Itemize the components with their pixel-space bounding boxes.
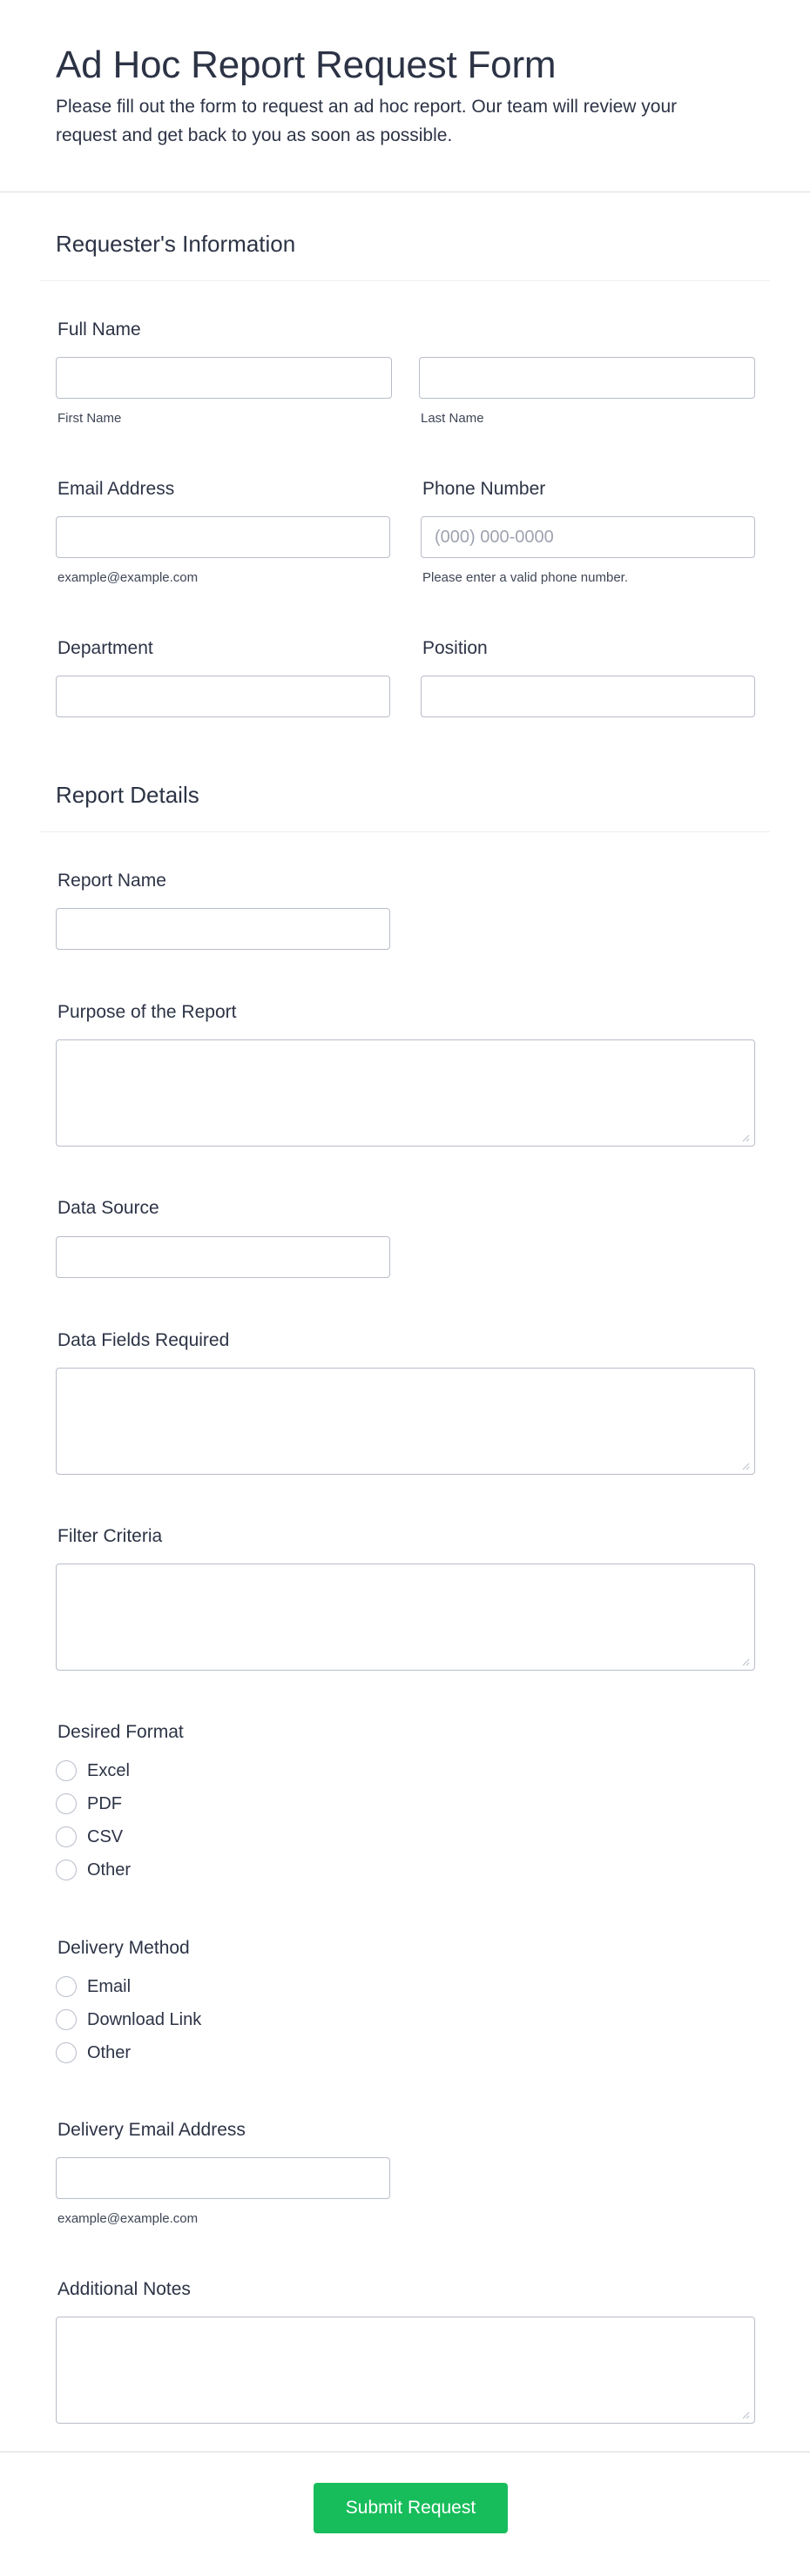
format-option-other[interactable]: Other [56, 1857, 131, 1883]
resize-grip-icon[interactable] [741, 1462, 750, 1470]
email-sublabel: example@example.com [57, 570, 199, 585]
phone-sublabel: Please enter a valid phone number. [422, 570, 628, 585]
delivery-option-download-link[interactable]: Download Link [56, 2007, 201, 2033]
first-name-sublabel: First Name [57, 411, 122, 426]
purpose-label: Purpose of the Report [57, 1002, 237, 1022]
report-name-label: Report Name [57, 871, 166, 891]
data-fields-textarea[interactable] [56, 1368, 755, 1475]
radio-icon[interactable] [56, 1860, 77, 1880]
radio-icon[interactable] [56, 2042, 77, 2063]
delivery-option-other[interactable]: Other [56, 2040, 131, 2066]
section-title-requester: Requester's Information [56, 231, 296, 257]
format-option-csv[interactable]: CSV [56, 1824, 123, 1850]
additional-notes-label: Additional Notes [57, 2279, 191, 2299]
delivery-method-label: Delivery Method [57, 1938, 190, 1958]
position-label: Position [422, 638, 488, 658]
delivery-option-email[interactable]: Email [56, 1974, 131, 2000]
department-label: Department [57, 638, 153, 658]
desired-format-label: Desired Format [57, 1722, 184, 1742]
resize-grip-icon[interactable] [741, 1658, 750, 1666]
email-label: Email Address [57, 479, 175, 499]
format-option-excel[interactable]: Excel [56, 1758, 130, 1784]
delivery-email-sublabel: example@example.com [57, 2211, 199, 2226]
data-source-input[interactable] [56, 1236, 390, 1278]
filter-criteria-label: Filter Criteria [57, 1526, 163, 1546]
phone-label: Phone Number [422, 479, 546, 499]
data-fields-label: Data Fields Required [57, 1330, 230, 1350]
first-name-input[interactable] [56, 357, 392, 399]
email-input[interactable] [56, 516, 390, 558]
resize-grip-icon[interactable] [741, 1133, 750, 1142]
department-input[interactable] [56, 676, 390, 717]
resize-grip-icon[interactable] [741, 2411, 750, 2419]
radio-icon[interactable] [56, 1793, 77, 1814]
page-subtitle: Please fill out the form to request an ad hoc report. Our team will review your request and get back to you as soon as possible. [56, 97, 678, 145]
purpose-textarea[interactable] [56, 1039, 755, 1147]
submit-request-button[interactable]: Submit Request [314, 2483, 508, 2533]
last-name-input[interactable] [419, 357, 755, 399]
delivery-email-input[interactable] [56, 2157, 390, 2199]
full-name-label: Full Name [57, 319, 141, 340]
filter-criteria-textarea[interactable] [56, 1564, 755, 1671]
section-title-report: Report Details [56, 782, 199, 808]
radio-icon[interactable] [56, 1826, 77, 1847]
radio-icon[interactable] [56, 1976, 77, 1997]
phone-input[interactable] [421, 516, 755, 558]
radio-icon[interactable] [56, 2009, 77, 2030]
section-divider-report [40, 831, 770, 832]
delivery-email-label: Delivery Email Address [57, 2120, 246, 2140]
section-divider-requester [40, 280, 770, 281]
format-option-pdf[interactable]: PDF [56, 1791, 122, 1817]
page-title: Ad Hoc Report Request Form [56, 44, 557, 86]
additional-notes-textarea[interactable] [56, 2317, 755, 2424]
radio-icon[interactable] [56, 1760, 77, 1781]
data-source-label: Data Source [57, 1198, 159, 1218]
report-name-input[interactable] [56, 908, 390, 950]
position-input[interactable] [421, 676, 755, 717]
last-name-sublabel: Last Name [421, 411, 484, 426]
